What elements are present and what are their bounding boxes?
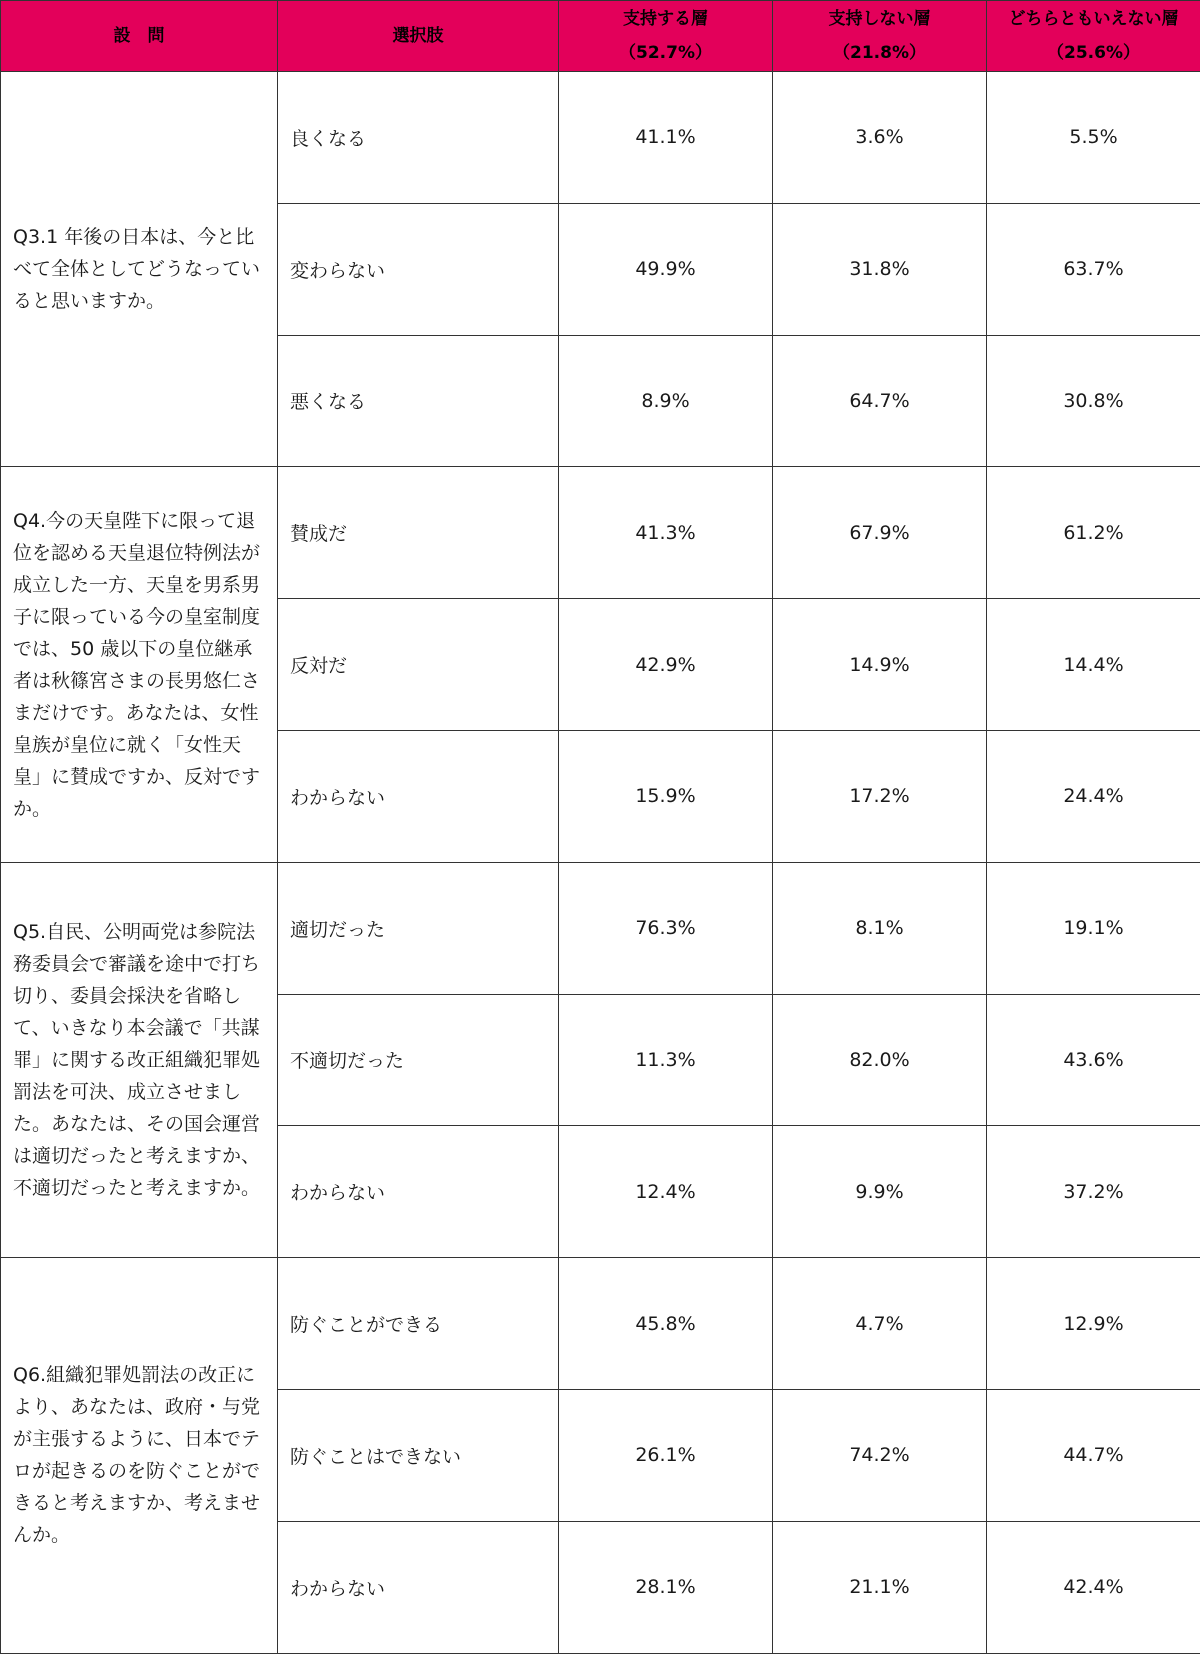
value-nonsupport: 31.8% [773,203,987,335]
header-group-neutral [987,1,1200,72]
value-support: 41.3% [559,467,773,599]
question-text: Q3.1 年後の日本は、今と比べて全体としてどうなっていると思いますか。 [1,72,278,467]
value-nonsupport: 9.9% [773,1126,987,1258]
option-label: 良くなる [278,72,559,204]
question-text: Q6.組織犯罪処罰法の改正により、あなたは、政府・与党が主張するように、日本でテロが起きるのを防ぐことができると考えますか、考えませんか。 [1,1258,278,1653]
header-group-label: どちらともいえない層 [1008,9,1179,29]
value-support: 15.9% [559,730,773,862]
value-nonsupport: 21.1% [773,1521,987,1653]
table-body [1,72,1200,1654]
header-question: 設 問 [1,1,278,72]
value-nonsupport: 74.2% [773,1389,987,1521]
option-label: 反対だ [278,599,559,731]
value-support: 28.1% [559,1521,773,1653]
header-group-share: （25.6%） [1047,43,1140,63]
header-group-share: （52.7%） [619,43,712,63]
value-neutral: 24.4% [987,730,1200,862]
option-label: 変わらない [278,203,559,335]
value-nonsupport: 8.1% [773,862,987,994]
value-nonsupport: 67.9% [773,467,987,599]
value-support: 41.1% [559,72,773,204]
value-neutral: 42.4% [987,1521,1200,1653]
value-nonsupport: 64.7% [773,335,987,467]
value-nonsupport: 14.9% [773,599,987,731]
value-nonsupport: 82.0% [773,994,987,1126]
value-support: 12.4% [559,1126,773,1258]
value-support: 8.9% [559,335,773,467]
option-label: わからない [278,730,559,862]
header-group-nonsupport [773,1,987,72]
option-label: 不適切だった [278,994,559,1126]
table-row [1,467,1200,599]
value-neutral: 30.8% [987,335,1200,467]
value-nonsupport: 3.6% [773,72,987,204]
value-support: 42.9% [559,599,773,731]
value-neutral: 44.7% [987,1389,1200,1521]
table-header-row [1,1,1200,72]
value-nonsupport: 4.7% [773,1258,987,1390]
table-row [1,1258,1200,1390]
table-row [1,862,1200,994]
value-support: 26.1% [559,1389,773,1521]
value-neutral: 43.6% [987,994,1200,1126]
value-neutral: 5.5% [987,72,1200,204]
value-neutral: 14.4% [987,599,1200,731]
table-row [1,72,1200,204]
option-label: わからない [278,1126,559,1258]
option-label: 悪くなる [278,335,559,467]
option-label: 賛成だ [278,467,559,599]
option-label: わからない [278,1521,559,1653]
header-group-support [559,1,773,72]
question-text: Q4.今の天皇陛下に限って退位を認める天皇退位特例法が成立した一方、天皇を男系男子に限っている今の皇室制度では、50 歳以下の皇位継承者は秋篠宮さまの長男悠仁さまだけです。あなたは、女性皇族が皇位に就く「女性天皇」に賛成ですか、反対ですか。 [1,467,278,862]
value-support: 76.3% [559,862,773,994]
header-option: 選択肢 [278,1,559,72]
option-label: 適切だった [278,862,559,994]
header-group-label: 支持しない層 [828,9,931,29]
header-group-share: （21.8%） [833,43,926,63]
question-text: Q5.自民、公明両党は参院法務委員会で審議を途中で打ち切り、委員会採決を省略して、いきなり本会議で「共謀罪」に関する改正組織犯罪処罰法を可決、成立させました。あなたは、その国会運営は適切だったと考えますか、不適切だったと考えますか。 [1,862,278,1257]
header-group-label: 支持する層 [623,9,708,29]
value-support: 49.9% [559,203,773,335]
value-support: 45.8% [559,1258,773,1390]
value-neutral: 63.7% [987,203,1200,335]
option-label: 防ぐことはできない [278,1389,559,1521]
value-neutral: 37.2% [987,1126,1200,1258]
value-support: 11.3% [559,994,773,1126]
option-label: 防ぐことができる [278,1258,559,1390]
value-neutral: 19.1% [987,862,1200,994]
value-neutral: 61.2% [987,467,1200,599]
value-neutral: 12.9% [987,1258,1200,1390]
value-nonsupport: 17.2% [773,730,987,862]
